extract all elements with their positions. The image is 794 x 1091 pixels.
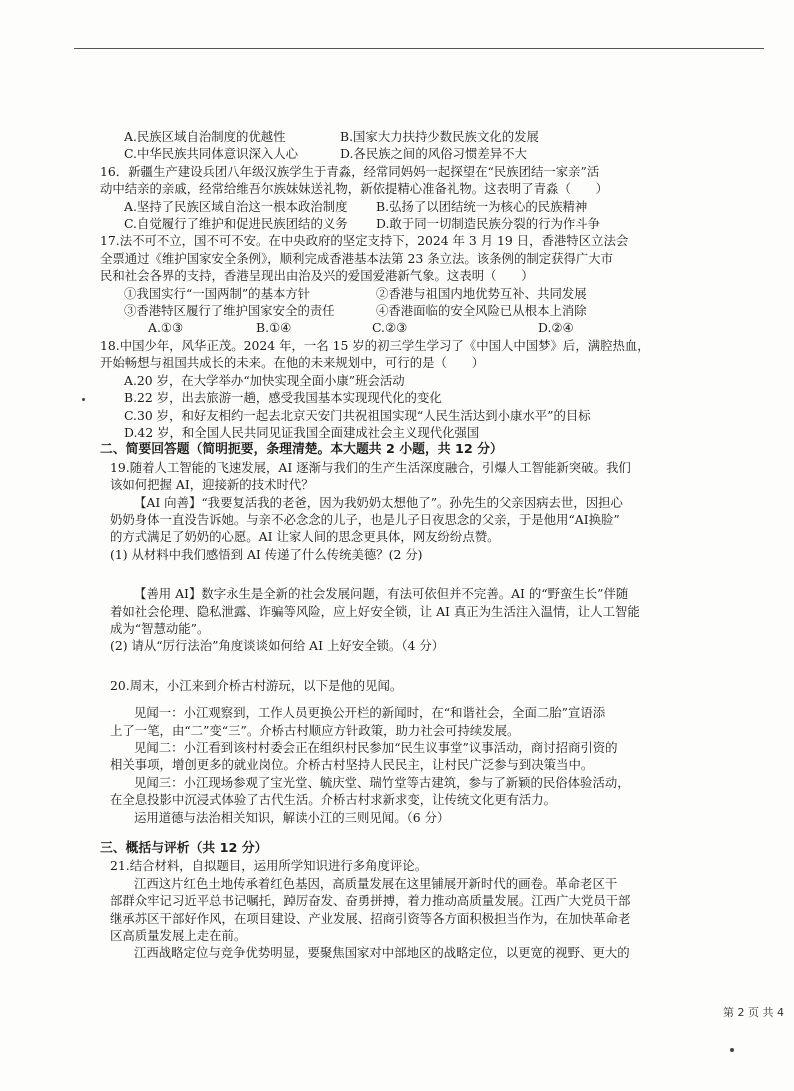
- q21-para1-line4: 区高质量发展上走在前。: [110, 928, 247, 944]
- q19-stem-line2: 该如何把握 AI，迎接新的技术时代？: [110, 477, 314, 493]
- q16-option-c[interactable]: C.自觉履行了维护和促进民族团结的义务: [124, 216, 348, 232]
- scan-speck: [82, 398, 85, 401]
- q17-option-d[interactable]: D.②④: [538, 320, 574, 336]
- q20-scene3-line2: 在全息投影中沉浸式体验了古代生活。介桥古村求新求变，让传统文化更有活力。: [110, 792, 557, 808]
- q17-item-1: ①我国实行“一国两制”的基本方针: [124, 285, 311, 301]
- q15-option-c[interactable]: C.中华民族共同体意识深入人心: [124, 146, 299, 162]
- q17-stem-line2: 全票通过《维护国家安全条例》，顺利完成香港基本法第 23 条立法。该条例的制定获得广大市: [100, 250, 614, 266]
- q18-stem-line1: 18.中国少年，风华正茂。2024 年，一名 15 岁的初三学生学习了《中国人中国梦》后，满腔热血，: [100, 337, 650, 353]
- q16-option-b[interactable]: B.弘扬了以团结统一为核心的民族精神: [376, 198, 588, 214]
- q20-scene1-line1: 见闻一：小江观察到，工作人员更换公开栏的新闻时，在“和谐社会，全面二胎”宣语添: [134, 705, 606, 721]
- q15-option-b[interactable]: B.国家大力扶持少数民族文化的发展: [340, 129, 539, 144]
- q16-option-a[interactable]: A.坚持了民族区域自治这一根本政治制度: [124, 198, 348, 214]
- q15-options-row2: [110, 145, 722, 162]
- scan-speck: [730, 1048, 734, 1052]
- q20-scene3-line1: 见闻三：小江现场参观了宝光堂、毓庆堂、瑞竹堂等古建筑，参与了新颖的民俗体验活动，: [134, 774, 630, 790]
- q16-options-row2: [110, 215, 722, 232]
- q19-stem-line1: 19.随着人工智能的飞速发展，AI 逐渐与我们的生产生活深度融合，引爆人工智能新突破。我们: [110, 459, 631, 475]
- q17-option-c[interactable]: C.②③: [372, 320, 408, 336]
- q19-subquestion-1: (1) 从材料中我们感悟到 AI 传递了什么传统美德？(2 分): [110, 546, 423, 562]
- q18-option-c[interactable]: C.30 岁，和好友相约一起去北京天安门共祝祖国实现“人民生活达到小康水平”的目标: [124, 407, 591, 423]
- q19-material1-line2: 奶奶身体一直没告诉她。与亲不必念念的儿子，也是儿子日夜思念的父亲，于是他用“AI换脸”: [110, 511, 620, 527]
- q17-items-row2: [110, 302, 722, 319]
- q19-material1-line1: 【AI 向善】“我要复活我的老爸，因为我奶奶太想他了”。孙先生的父亲因病去世，因担心: [134, 494, 623, 510]
- q18-option-d[interactable]: D.42 岁，和全国人民共同见证我国全面建成社会主义现代化强国: [124, 424, 480, 440]
- q20-stem: 20.周末，小江来到介桥古村游玩，以下是他的见闻。: [110, 677, 403, 693]
- q16-stem-line2: 动中结亲的亲戚，经常给维吾尔族妹妹送礼物，新依提精心准备礼物。这表明了青淼（ ）: [100, 181, 609, 197]
- q19-material2-line2: 着如社会伦理、隐私泄露、诈骗等风险，应上好安全锁，让 AI 真正为生活注入温情，让人工智能: [110, 603, 640, 619]
- top-border-line: [74, 48, 764, 49]
- q18-option-a[interactable]: A.20 岁，在大学举办“加快实现全面小康”班会活动: [124, 372, 405, 388]
- q20-scene1-line2: 上了一笔，由“二”变“三”。介桥古村顺应方针政策，助力社会可持续发展。: [110, 722, 520, 738]
- q19-material1-line3: 的方式满足了奶奶的心愿。AI 让家人间的思念更具体，网友纷纷点赞。: [110, 529, 500, 545]
- q19-subquestion-2: (2) 请从“厉行法治”角度谈谈如何给 AI 上好安全锁。（4 分）: [110, 638, 445, 654]
- q21-para1-line1: 江西这片红色土地传承着红色基因，高质量发展在这里铺展开新时代的画卷。革命老区干: [134, 875, 618, 891]
- q16-option-d[interactable]: D.敢于同一切制造民族分裂的行为作斗争: [376, 216, 601, 232]
- exam-page: [100, 128, 722, 962]
- q16-stem-line1: 16．新疆生产建设兵团八年级汉族学生于青淼，经常同妈妈一起探望在“民族团结一家亲”活: [100, 163, 600, 179]
- q16-options-row1: [110, 198, 722, 215]
- q20-scene2-line1: 见闻二：小江看到该村村委会正在组织村民参加“民生议事堂”议事活动，商讨招商引资的: [134, 740, 618, 755]
- q17-item-3: ③香港特区履行了维护国家安全的责任: [124, 303, 335, 319]
- q21-stem: 21.结合材料，自拟题目，运用所学知识进行多角度评论。: [110, 858, 428, 874]
- q21-para1-line3: 继承苏区干部好作风，在项目建设、产业发展、招商引资等各方面积极担当作为，在加快革命老: [110, 910, 631, 926]
- q21-para1-line2: 部群众牢记习近平总书记嘱托，踔厉奋发、奋勇拼搏，着力推动高质量发展。江西广大党员干部: [110, 893, 631, 909]
- section-2-heading: 二、简要回答题（简明扼要，条理清楚。本大题共 2 小题，共 12 分）: [100, 442, 503, 458]
- q17-item-2: ②香港与祖国内地优势互补、共同发展: [376, 285, 587, 301]
- q20-task: 运用道德与法治相关知识，解读小江的三则见闻。（6 分）: [134, 809, 450, 825]
- q17-stem-line1: 17.法不可不立，国不可不安。在中央政府的坚定支持下，2024 年 3 月 19 日，香港特区立法会: [100, 233, 629, 249]
- q17-stem-line3: 民和社会各界的支持，香港呈现出由治及兴的爱国爱港新气象。这表明（ ）: [100, 268, 534, 284]
- section-3-heading: 三、概括与评析（共 12 分）: [100, 841, 268, 857]
- q17-option-b[interactable]: B.①④: [256, 320, 292, 336]
- q19-material2-line1: 【善用 AI】数字永生是全新的社会发展问题，有法可依但并不完善。AI 的“野蛮生长”伴随: [134, 586, 629, 602]
- q15-option-d[interactable]: D.各民族之间的风俗习惯差异不大: [340, 146, 527, 162]
- q17-options-row: [110, 319, 722, 336]
- q17-items-row1: [110, 285, 722, 302]
- q19-material2-line3: 成为“智慧动能”。: [110, 620, 210, 636]
- q17-item-4: ④香港面临的安全风险已从根本上消除: [376, 303, 587, 319]
- q17-option-a[interactable]: A.①③: [148, 320, 184, 336]
- q18-stem-line2: 开始畅想与祖国共成长的未来。在他的未来规划中，可行的是（ ）: [100, 355, 485, 371]
- q21-para2-line1: 江西战略定位与竞争优势明显，要聚焦国家对中部地区的战略定位，以更宽的视野、更大的: [134, 945, 630, 961]
- page-footer: 第 2 页 共 4: [723, 1006, 784, 1019]
- q20-scene2-line2: 相关事项，增创更多的就业岗位。介桥古村坚持人民民主，让村民广泛参与到决策当中。: [110, 757, 594, 773]
- q15-options-row1: [110, 128, 722, 145]
- q15-option-a[interactable]: A.民族区域自治制度的优越性: [124, 129, 286, 144]
- q18-option-b[interactable]: B.22 岁，出去旅游一趟，感受我国基本实现现代化的变化: [124, 390, 442, 406]
